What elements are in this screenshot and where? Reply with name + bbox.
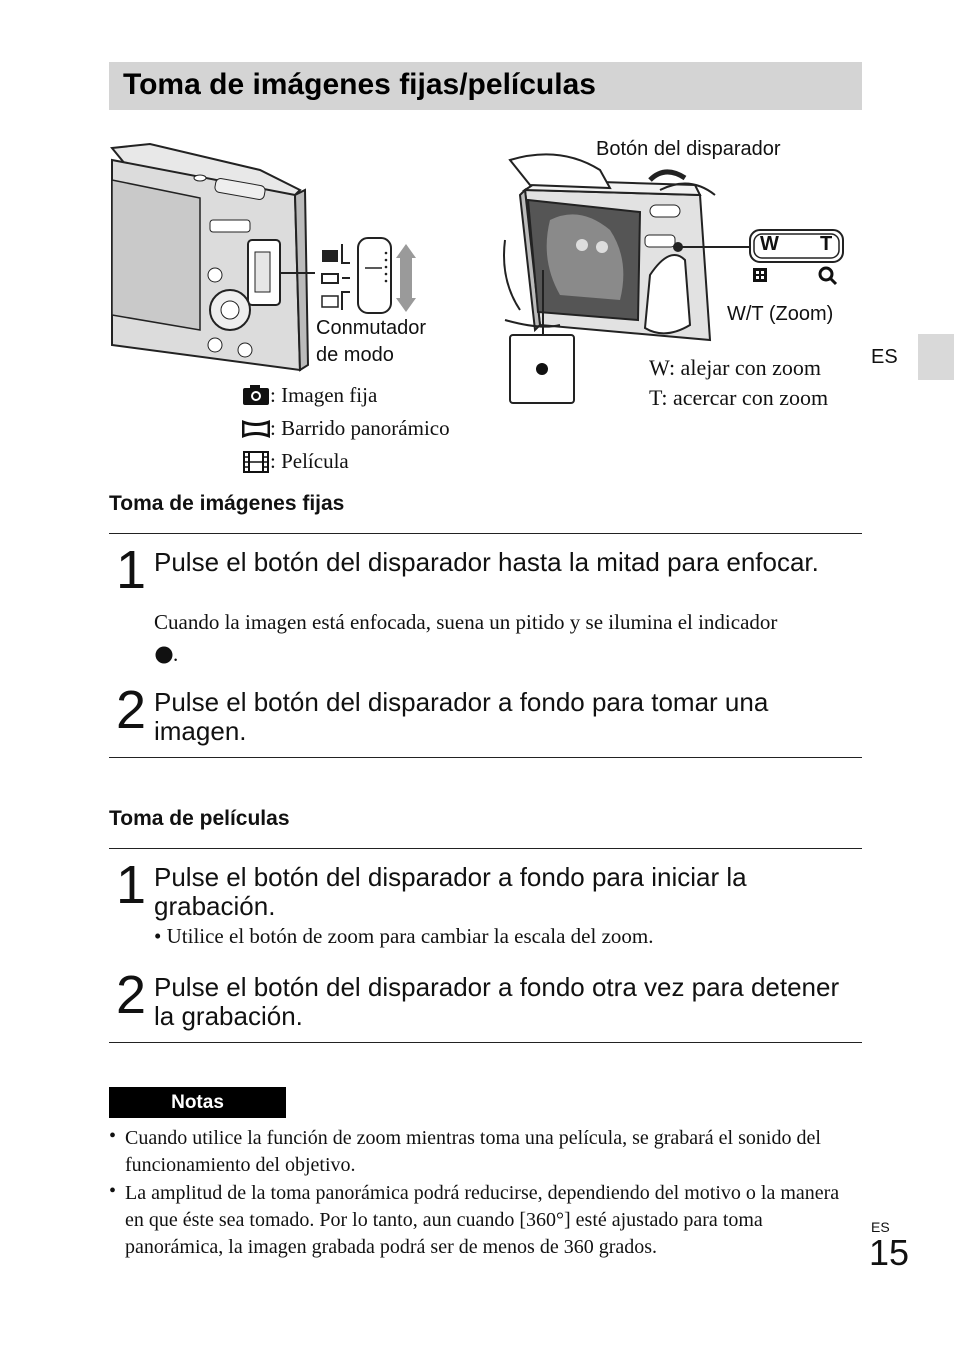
movie-step1-number: 1 xyxy=(116,855,147,915)
legend-movie-text: : Película xyxy=(270,449,349,473)
note-bullet-2: • xyxy=(109,1180,117,1202)
note-bullet-1: • xyxy=(109,1125,117,1147)
still-step1-sub-text: Cuando la imagen está enfocada, suena un pitido y se ilumina el indicador xyxy=(154,610,778,634)
footer-lang: ES xyxy=(871,1219,890,1235)
page-number: 15 xyxy=(869,1232,910,1273)
side-tab xyxy=(918,334,954,380)
still-step2-number: 2 xyxy=(116,680,147,740)
notes-heading: Notas xyxy=(109,1087,286,1118)
film-icon xyxy=(242,450,270,474)
movie-step1-sub-text: Utilice el botón de zoom para cambiar la escala del zoom. xyxy=(166,924,654,948)
camera-icon xyxy=(242,384,270,406)
zoom-w-label: W xyxy=(760,233,779,255)
still-step1-sub-end: . xyxy=(173,642,179,666)
still-step1-sub xyxy=(154,608,874,636)
w-zoom-desc: W: alejar con zoom xyxy=(649,355,822,380)
legend-item-panorama xyxy=(242,412,450,445)
still-rule-top xyxy=(109,533,862,534)
mode-switch-label-2: de modo xyxy=(316,344,394,366)
movie-step2-number: 2 xyxy=(116,965,147,1025)
mode-legend xyxy=(242,378,450,478)
note-item-1: Cuando utilice la función de zoom mientras toma una película, se grabará el sonido del funcionamiento del objetivo. xyxy=(125,1127,821,1176)
legend-item-movie xyxy=(242,445,450,478)
panorama-icon xyxy=(242,418,270,440)
movie-rule-bottom xyxy=(109,1042,862,1043)
note-item-2: La amplitud de la toma panorámica podrá reducirse, dependiendo del motivo o la manera en que éste sea tomado. Por lo tanto, aun cuando [360°] esté ajustado para toma panorámica, la imagen grabada podrá ser de menos de 360 grados. xyxy=(125,1182,840,1258)
zoom-t-label: T xyxy=(820,233,833,255)
legend-still-text: : Imagen fija xyxy=(270,382,378,407)
page-title: Toma de imágenes fijas/películas xyxy=(123,68,596,101)
still-section-heading: Toma de imágenes fijas xyxy=(109,492,345,515)
still-step1-indicator-line xyxy=(155,642,178,667)
movie-step2-text: Pulse el botón del disparador a fondo otra vez para detener la grabación. xyxy=(154,972,840,1031)
legend-panorama-text: : Barrido panorámico xyxy=(270,416,450,440)
still-step1-text: Pulse el botón del disparador hasta la mitad para enfocar. xyxy=(154,547,819,577)
t-zoom-desc: T: acercar con zoom xyxy=(649,385,829,410)
still-step2-text: Pulse el botón del disparador a fondo para tomar una imagen. xyxy=(154,687,769,746)
still-rule-bottom xyxy=(109,757,862,758)
legend-item-still xyxy=(242,378,450,412)
movie-step1-text: Pulse el botón del disparador a fondo para iniciar la grabación. xyxy=(154,862,747,921)
shutter-button-label: Botón del disparador xyxy=(596,138,781,160)
focus-indicator-icon xyxy=(155,646,173,664)
movie-section-heading: Toma de películas xyxy=(109,807,290,830)
wt-zoom-label: W/T (Zoom) xyxy=(727,303,834,325)
mode-switch-label-1: Conmutador xyxy=(316,317,427,339)
movie-step1-sub xyxy=(154,924,654,949)
still-step1-number: 1 xyxy=(116,540,147,600)
page-title-bar xyxy=(109,62,862,110)
movie-step1-bullet: • xyxy=(154,924,162,948)
movie-rule-top xyxy=(109,848,862,849)
side-tab-lang: ES xyxy=(871,346,898,368)
